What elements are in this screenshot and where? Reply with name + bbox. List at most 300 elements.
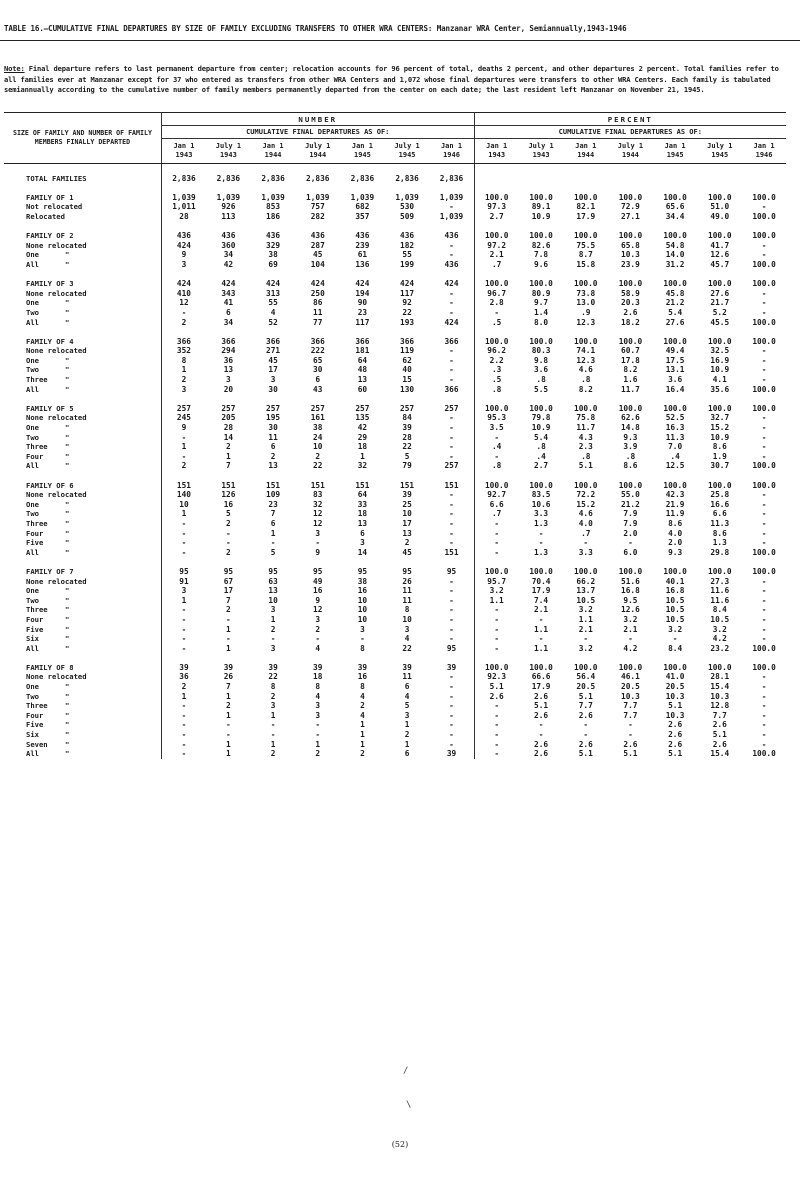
percent-cell: 27.6 bbox=[710, 288, 730, 298]
number-cell: 17 bbox=[402, 518, 412, 528]
number-cell: 28 bbox=[179, 211, 189, 221]
row-label: One " bbox=[4, 682, 161, 692]
percent-cell: 8.6 bbox=[712, 528, 727, 538]
percent-cell: 1.1 bbox=[578, 614, 593, 624]
number-cell: 6 bbox=[226, 307, 231, 317]
percent-cell: 52.5 bbox=[665, 413, 685, 423]
date-label: July 1 bbox=[528, 142, 554, 150]
number-cell: 39 bbox=[357, 662, 368, 672]
number-cell: 2 bbox=[315, 749, 321, 759]
year-label: 1943 bbox=[488, 151, 506, 159]
percent-cell: - bbox=[761, 739, 767, 749]
number-cell: - bbox=[429, 519, 474, 529]
table-row bbox=[4, 202, 786, 212]
percent-cell: 3.2 bbox=[668, 624, 683, 634]
percent-cell: 5.2 bbox=[712, 307, 727, 317]
date-column-header bbox=[295, 139, 340, 164]
percent-cell: 20.5 bbox=[665, 682, 685, 692]
table-row bbox=[4, 500, 786, 510]
number-cell: - bbox=[429, 490, 474, 500]
number-cell: 1 bbox=[404, 739, 410, 749]
percent-cell: - bbox=[494, 624, 500, 634]
table-row bbox=[4, 433, 786, 443]
percent-cell: 100.0 bbox=[574, 662, 598, 672]
date-label: Jan 1 bbox=[486, 142, 508, 150]
percent-cell: 2.7 bbox=[534, 461, 549, 471]
percent-cell: 9.7 bbox=[534, 298, 549, 308]
number-cell: - bbox=[181, 518, 187, 528]
number-cell: 119 bbox=[400, 346, 415, 356]
number-cell: 151 bbox=[400, 480, 415, 490]
table-row bbox=[4, 720, 786, 730]
number-cell: 24 bbox=[313, 432, 323, 442]
percent-cell: .7 bbox=[491, 509, 502, 519]
percent-cell: - bbox=[761, 202, 767, 212]
number-cell: - bbox=[315, 720, 321, 730]
number-cell: 20 bbox=[223, 384, 234, 394]
percent-cell: - bbox=[494, 547, 500, 557]
percent-cell: 10.6 bbox=[531, 499, 551, 509]
number-cell: - bbox=[429, 586, 474, 596]
percent-cell: - bbox=[628, 720, 633, 730]
percent-cell: 100.0 bbox=[663, 566, 687, 576]
number-cell: 9 bbox=[181, 423, 187, 433]
year-label: 1944 bbox=[264, 151, 282, 159]
number-cell: 26 bbox=[223, 672, 234, 682]
percent-cell: 5.1 bbox=[578, 691, 593, 701]
number-cell: 1 bbox=[181, 365, 187, 375]
percent-cell: 11.7 bbox=[621, 384, 640, 394]
percent-cell: 8.4 bbox=[668, 643, 683, 653]
date-label: Jan 1 bbox=[173, 142, 195, 150]
percent-cell: 17.8 bbox=[621, 355, 640, 365]
percent-cell: .7 bbox=[581, 528, 591, 538]
percent-cell: 34.4 bbox=[665, 211, 685, 221]
number-cell: 13 bbox=[268, 586, 278, 596]
percent-cell: 45.5 bbox=[710, 317, 730, 327]
number-cell: 1,039 bbox=[350, 192, 375, 202]
percent-cell: 100.0 bbox=[663, 192, 687, 202]
number-cell: 77 bbox=[313, 317, 323, 327]
row-label: Five " bbox=[4, 625, 161, 635]
percent-cell: 2.7 bbox=[489, 211, 504, 221]
number-cell: 2 bbox=[226, 547, 231, 557]
percent-cell: - bbox=[761, 710, 767, 720]
row-label: Seven " bbox=[4, 740, 161, 750]
percent-cell: 18.2 bbox=[621, 317, 640, 327]
row-label: Two " bbox=[4, 596, 161, 606]
number-cell: 18 bbox=[313, 672, 323, 682]
row-label: Two " bbox=[4, 308, 161, 318]
table-row bbox=[4, 174, 786, 184]
number-cell: 11 bbox=[402, 595, 412, 605]
percent-cell: 11.9 bbox=[665, 509, 685, 519]
percent-cell: 96.2 bbox=[487, 346, 507, 356]
percent-cell: 2.6 bbox=[534, 710, 549, 720]
number-cell: 1 bbox=[270, 528, 276, 538]
number-cell: 2 bbox=[270, 749, 276, 759]
percent-cell: 11.3 bbox=[710, 518, 730, 528]
spacer-row bbox=[4, 270, 786, 280]
number-cell: - bbox=[429, 692, 474, 702]
percent-cell: .4 bbox=[670, 451, 680, 461]
percent-cell: .5 bbox=[491, 375, 502, 385]
percent-cell: 17.5 bbox=[665, 355, 685, 365]
table-row bbox=[4, 260, 786, 270]
table-row bbox=[4, 634, 786, 644]
percent-cell: 3.3 bbox=[578, 547, 593, 557]
number-cell: 2 bbox=[360, 701, 365, 711]
percent-cell: 3.5 bbox=[489, 423, 504, 433]
year-label: 1945 bbox=[353, 151, 371, 159]
date-column-header bbox=[697, 139, 742, 164]
percent-cell: 100.0 bbox=[484, 336, 509, 346]
percent-cell: 21.2 bbox=[665, 298, 685, 308]
percent-cell: 70.4 bbox=[531, 576, 551, 586]
percent-cell: .8 bbox=[491, 384, 502, 394]
percent-cell: .8 bbox=[625, 451, 636, 461]
percent-cell: 8.4 bbox=[712, 605, 727, 615]
number-cell: 92 bbox=[402, 298, 412, 308]
number-cell: 22 bbox=[402, 643, 412, 653]
number-cell: 4 bbox=[270, 307, 276, 317]
percent-cell: 6.0 bbox=[623, 547, 638, 557]
number-cell: 1 bbox=[181, 442, 187, 452]
percent-cell: 27.6 bbox=[665, 317, 685, 327]
percent-cell: 75.8 bbox=[576, 413, 596, 423]
percent-cell: - bbox=[494, 528, 500, 538]
number-cell: 271 bbox=[266, 346, 281, 356]
note-label: Note: bbox=[4, 64, 25, 73]
row-label: Two " bbox=[4, 692, 161, 702]
number-cell: 109 bbox=[266, 490, 281, 500]
number-cell: 8 bbox=[360, 643, 365, 653]
year-label: 1944 bbox=[622, 151, 639, 159]
table-row bbox=[4, 730, 786, 740]
percent-cell: 10.3 bbox=[710, 691, 730, 701]
table-row bbox=[4, 404, 786, 414]
percent-cell: 27.3 bbox=[710, 576, 730, 586]
number-cell: 3 bbox=[315, 614, 321, 624]
percent-cell: 3.2 bbox=[578, 643, 593, 653]
number-cell: 10 bbox=[357, 595, 368, 605]
note-text: Final departure refers to last permanent departure from center; relocation accounts for 96 percent of total, deaths 2 percent, and other departures 2 percent. Total families refer to all families ever at Manzanar except for 37 who entered as transfers from other WRA Centers and 1,072 whose final departures were transfers to other WRA Centers. Each family is tabulated semiannually according to the cumulative number of family members permanently departed from the center on each date; the last resident left Manzanar on November 21, 1945. bbox=[4, 64, 779, 95]
number-cell: 3 bbox=[315, 528, 321, 538]
number-cell: - bbox=[429, 625, 474, 635]
percent-cell: 8.2 bbox=[623, 365, 638, 375]
number-cell: 181 bbox=[355, 346, 370, 356]
number-cell: 257 bbox=[266, 403, 281, 413]
number-cell: 2 bbox=[404, 730, 410, 740]
percent-cell: 8.2 bbox=[578, 384, 593, 394]
number-cell: 436 bbox=[429, 231, 474, 241]
percent-cell: 12.6 bbox=[710, 250, 730, 260]
percent-cell: 5.1 bbox=[668, 701, 683, 711]
percent-cell: 2.6 bbox=[712, 720, 727, 730]
number-cell: 239 bbox=[355, 240, 370, 250]
number-cell: 2,836 bbox=[395, 173, 419, 183]
percent-cell: 5.1 bbox=[534, 701, 549, 711]
percent-cell: 100.0 bbox=[708, 566, 732, 576]
number-cell: 186 bbox=[266, 211, 281, 221]
percent-cell: 12.3 bbox=[576, 317, 596, 327]
percent-cell: 17.9 bbox=[531, 586, 551, 596]
percent-cell: 46.1 bbox=[621, 672, 640, 682]
percent-cell: 58.9 bbox=[621, 288, 640, 298]
date-label: July 1 bbox=[215, 142, 242, 150]
percent-cell: 21.7 bbox=[710, 298, 730, 308]
percent-cell: - bbox=[494, 451, 500, 461]
row-label: One " bbox=[4, 356, 161, 366]
percent-cell: 10.9 bbox=[531, 211, 551, 221]
percent-cell: - bbox=[761, 730, 767, 740]
number-cell: 2 bbox=[315, 451, 321, 461]
percent-cell: 100.0 bbox=[529, 403, 553, 413]
row-label: All " bbox=[4, 318, 161, 328]
table-row bbox=[4, 682, 786, 692]
spacer-row bbox=[4, 164, 786, 174]
table-row bbox=[4, 663, 786, 673]
number-cell: 7 bbox=[226, 682, 231, 692]
percent-cell: 7.7 bbox=[623, 710, 638, 720]
percent-cell: 100.0 bbox=[618, 231, 643, 241]
number-cell: 11 bbox=[268, 432, 278, 442]
percent-cell: 62.6 bbox=[621, 413, 640, 423]
number-cell: 3 bbox=[270, 375, 276, 385]
percent-cell: 100.0 bbox=[708, 480, 732, 490]
number-cell: 12 bbox=[313, 518, 323, 528]
percent-cell: 65.6 bbox=[665, 202, 685, 212]
percent-cell: 1.1 bbox=[534, 624, 549, 634]
percent-cell: 10.5 bbox=[665, 605, 685, 615]
number-cell: 8 bbox=[404, 605, 410, 615]
percent-cell: 2.1 bbox=[578, 624, 593, 634]
row-label: None relocated bbox=[4, 413, 161, 423]
percent-cell: 55.0 bbox=[621, 490, 640, 500]
number-cell: - bbox=[429, 596, 474, 606]
number-cell: 360 bbox=[221, 240, 236, 250]
table-row bbox=[4, 490, 786, 500]
number-cell: 22 bbox=[313, 461, 323, 471]
percent-cell: - bbox=[761, 240, 767, 250]
date-label: July 1 bbox=[707, 142, 733, 150]
percent-cell: - bbox=[761, 307, 767, 317]
number-cell: 509 bbox=[400, 211, 415, 221]
number-cell: 682 bbox=[355, 202, 370, 212]
number-subheader: CUMULATIVE FINAL DEPARTURES AS OF: bbox=[161, 126, 474, 139]
number-cell: 436 bbox=[221, 231, 236, 241]
percent-cell: 2.3 bbox=[578, 442, 593, 452]
percent-cell: 5.1 bbox=[712, 730, 727, 740]
number-cell: 61 bbox=[357, 250, 368, 260]
percent-cell: 95.7 bbox=[487, 576, 507, 586]
percent-cell: 10.5 bbox=[710, 614, 730, 624]
percent-cell: - bbox=[761, 538, 767, 548]
number-cell: 366 bbox=[221, 336, 236, 346]
percent-cell: 42.3 bbox=[665, 490, 685, 500]
row-label: Relocated bbox=[4, 212, 161, 222]
percent-cell: 2.6 bbox=[668, 730, 683, 740]
number-cell: 257 bbox=[310, 403, 325, 413]
percent-cell bbox=[653, 174, 698, 184]
percent-cell: 5.1 bbox=[668, 749, 683, 759]
percent-cell: 100.0 bbox=[574, 336, 598, 346]
number-cell: 352 bbox=[176, 346, 192, 356]
number-cell: 2,836 bbox=[261, 173, 285, 183]
number-cell: 34 bbox=[223, 250, 234, 260]
percent-cell: 1.1 bbox=[534, 643, 549, 653]
number-cell: 1,039 bbox=[261, 192, 285, 202]
number-cell: - bbox=[429, 538, 474, 548]
date-column-header bbox=[563, 139, 608, 164]
number-cell: - bbox=[429, 740, 474, 750]
number-cell: - bbox=[181, 739, 187, 749]
number-cell: 10 bbox=[402, 614, 412, 624]
percent-cell: - bbox=[628, 538, 633, 548]
percent-cell: - bbox=[761, 701, 767, 711]
number-cell: 95 bbox=[268, 566, 278, 576]
table-row bbox=[4, 567, 786, 577]
percent-cell: 65.8 bbox=[621, 240, 640, 250]
number-cell: 3 bbox=[181, 384, 187, 394]
number-cell: 18 bbox=[357, 509, 368, 519]
percent-cell: 16.3 bbox=[665, 423, 685, 433]
number-cell: 13 bbox=[268, 461, 278, 471]
number-cell: 257 bbox=[429, 461, 474, 471]
number-cell: 9 bbox=[315, 595, 321, 605]
percent-cell: 4.2 bbox=[712, 634, 727, 644]
percent-cell: - bbox=[494, 307, 500, 317]
percent-cell: 7.4 bbox=[534, 595, 549, 605]
percent-cell: 16.4 bbox=[665, 384, 685, 394]
percent-cell: 100.0 bbox=[574, 480, 598, 490]
number-cell: - bbox=[270, 720, 276, 730]
number-cell: 69 bbox=[268, 259, 278, 269]
number-cell: 424 bbox=[176, 240, 192, 250]
number-cell: 2 bbox=[226, 442, 231, 452]
number-cell: 1 bbox=[226, 691, 231, 701]
number-cell: 313 bbox=[266, 288, 281, 298]
number-group-header: NUMBER bbox=[161, 113, 474, 126]
percent-cell: 8.0 bbox=[534, 317, 549, 327]
number-cell: 25 bbox=[402, 499, 412, 509]
percent-cell: 100.0 bbox=[752, 336, 776, 346]
number-cell: 67 bbox=[223, 576, 234, 586]
number-cell: 2 bbox=[270, 451, 276, 461]
percent-cell: - bbox=[761, 346, 767, 356]
number-cell: 40 bbox=[402, 365, 412, 375]
percent-cell: .8 bbox=[536, 442, 546, 452]
number-cell: 1 bbox=[181, 691, 187, 701]
percent-cell: 74.1 bbox=[576, 346, 596, 356]
number-cell: 2 bbox=[226, 701, 231, 711]
percent-cell: 72.2 bbox=[576, 490, 596, 500]
number-cell: - bbox=[181, 710, 187, 720]
row-label: FAMILY OF 7 bbox=[4, 567, 161, 577]
number-cell: 2 bbox=[181, 682, 187, 692]
number-cell: 16 bbox=[357, 672, 368, 682]
title-rule bbox=[0, 40, 800, 41]
number-cell: - bbox=[270, 730, 276, 740]
percent-cell: 100.0 bbox=[752, 643, 776, 653]
date-column-header bbox=[608, 139, 653, 164]
percent-cell: 4.3 bbox=[578, 432, 593, 442]
number-cell: 1,039 bbox=[216, 192, 241, 202]
table-row bbox=[4, 337, 786, 347]
percent-cell: 7.9 bbox=[623, 509, 638, 519]
row-label: Not relocated bbox=[4, 202, 161, 212]
number-cell: 16 bbox=[313, 586, 323, 596]
percent-cell: 75.5 bbox=[576, 240, 596, 250]
percent-cell: 15.2 bbox=[576, 499, 596, 509]
number-cell: 52 bbox=[268, 317, 278, 327]
number-cell: - bbox=[429, 634, 474, 644]
number-cell: 329 bbox=[266, 240, 281, 250]
percent-cell: 5.5 bbox=[534, 384, 549, 394]
number-cell: - bbox=[429, 202, 474, 212]
percent-cell: - bbox=[761, 451, 767, 461]
number-cell: 95 bbox=[429, 567, 474, 577]
number-cell: 16 bbox=[357, 586, 368, 596]
year-label: 1943 bbox=[532, 151, 550, 159]
number-cell: 2 bbox=[404, 538, 410, 548]
number-cell: 436 bbox=[429, 260, 474, 270]
number-cell: - bbox=[270, 634, 276, 644]
number-cell: 38 bbox=[357, 576, 368, 586]
percent-cell: 9.3 bbox=[668, 547, 683, 557]
number-cell: 45 bbox=[313, 250, 323, 260]
percent-cell: - bbox=[494, 538, 500, 548]
percent-cell: 8.6 bbox=[668, 518, 683, 528]
number-cell: 1,039 bbox=[172, 192, 196, 202]
number-cell: 2 bbox=[270, 691, 276, 701]
percent-cell: 100.0 bbox=[752, 547, 776, 557]
number-cell: - bbox=[315, 538, 321, 548]
number-cell: 1 bbox=[226, 710, 231, 720]
percent-cell: 7.7 bbox=[712, 710, 727, 720]
percent-cell: - bbox=[761, 634, 767, 644]
percent-cell: 66.2 bbox=[576, 576, 596, 586]
percent-cell: 16.8 bbox=[621, 586, 640, 596]
percent-cell: 23.2 bbox=[710, 643, 730, 653]
percent-cell: - bbox=[494, 730, 500, 740]
number-cell: 32 bbox=[313, 499, 323, 509]
row-label: Four " bbox=[4, 529, 161, 539]
date-label: Jan 1 bbox=[664, 142, 686, 150]
date-column-header bbox=[742, 139, 786, 164]
percent-cell: 3.6 bbox=[668, 375, 683, 385]
row-label: All " bbox=[4, 548, 161, 558]
percent-cell: .8 bbox=[491, 461, 502, 471]
number-cell: 95 bbox=[357, 566, 368, 576]
row-label: One " bbox=[4, 586, 161, 596]
percent-cell: 2.6 bbox=[623, 307, 638, 317]
number-cell: 7 bbox=[270, 509, 276, 519]
number-cell: - bbox=[429, 298, 474, 308]
date-label: Jan 1 bbox=[575, 142, 597, 150]
number-cell: - bbox=[181, 730, 187, 740]
number-cell: - bbox=[429, 250, 474, 260]
number-cell: 2 bbox=[226, 518, 231, 528]
percent-cell: 30.7 bbox=[710, 461, 730, 471]
number-cell: 257 bbox=[221, 403, 236, 413]
percent-cell: 13.7 bbox=[576, 586, 596, 596]
percent-cell: 5.1 bbox=[578, 749, 593, 759]
percent-cell: - bbox=[628, 634, 633, 644]
percent-cell: - bbox=[538, 720, 544, 730]
percent-cell: 4.0 bbox=[668, 528, 683, 538]
percent-cell: 14.8 bbox=[621, 423, 640, 433]
